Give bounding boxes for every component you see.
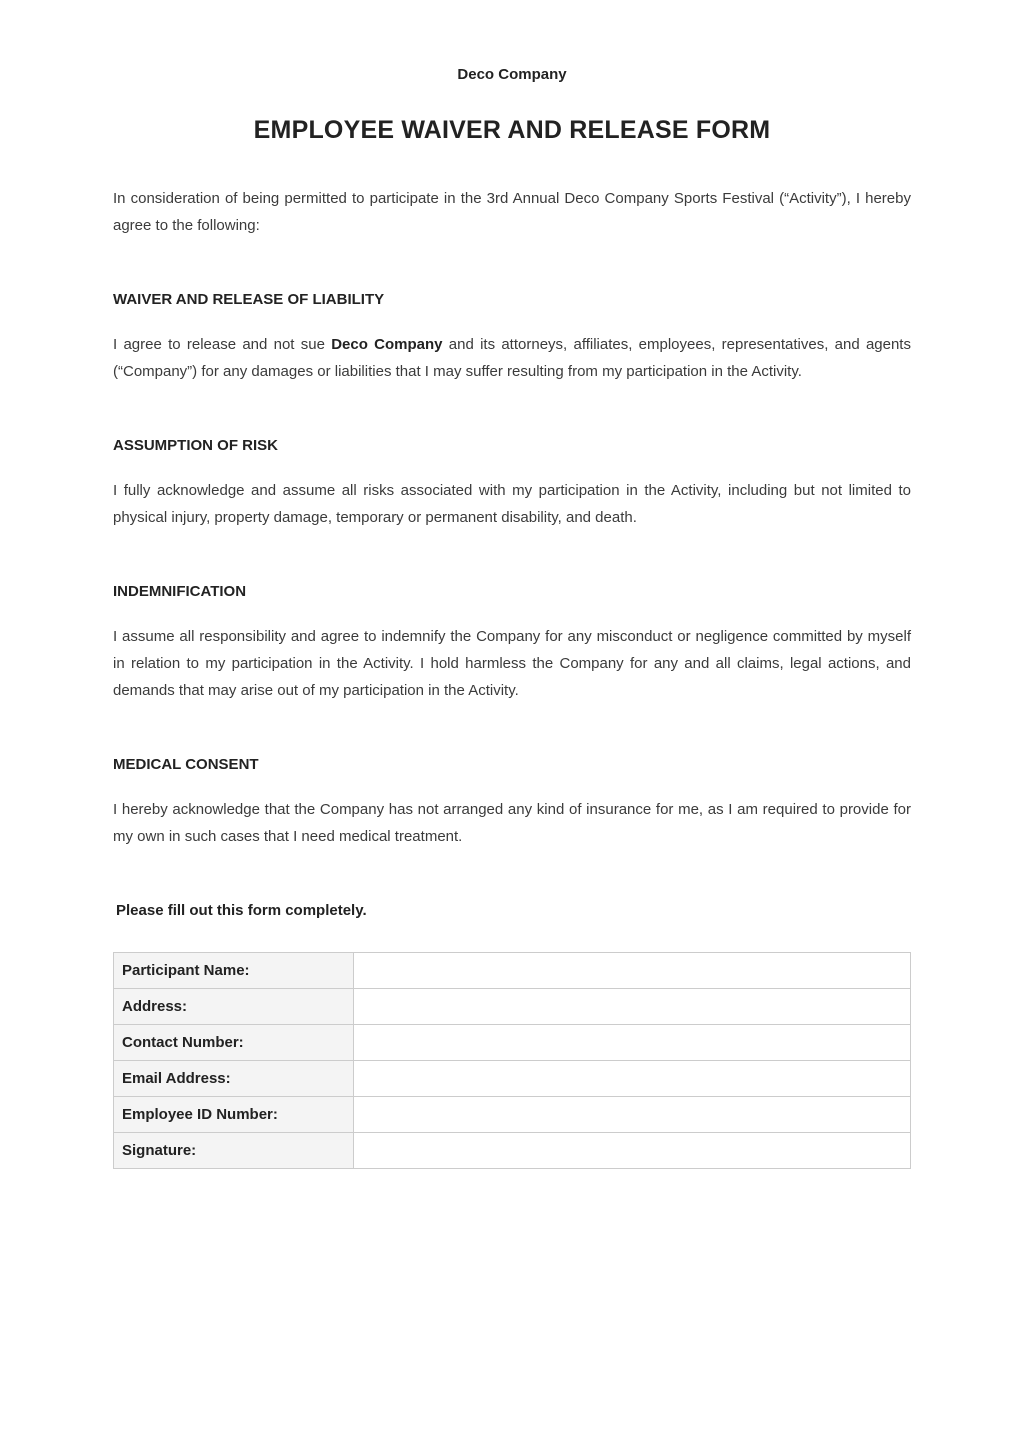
section-body-assumption-of-risk: I fully acknowledge and assume all risks associated with my participation in the Activity, including but not limited to physical injury, property damage, temporary or permanent disability, and death. — [113, 482, 911, 526]
table-row — [114, 1133, 911, 1169]
signature-label: Signature: — [114, 1133, 354, 1169]
section-heading-medical-consent: MEDICAL CONSENT — [113, 756, 259, 773]
waiver-text-rest: and its attorneys, affiliates, employees, representatives, and agents (“Company”) for any damages or liabilities that I may suffer resulting from my participation in the Activity. — [113, 336, 911, 380]
table-row — [114, 1061, 911, 1097]
email-address-label: Email Address: — [114, 1061, 354, 1097]
table-row — [114, 1097, 911, 1133]
address-field[interactable] — [354, 989, 911, 1025]
intro-paragraph: In consideration of being permitted to participate in the 3rd Annual Deco Company Sports Festival (“Activity”), I hereby agree to the following: — [113, 190, 911, 234]
form-instruction: Please fill out this form completely. — [116, 902, 367, 919]
document-title: EMPLOYEE WAIVER AND RELEASE FORM — [253, 116, 771, 144]
section-heading-waiver-and-release: WAIVER AND RELEASE OF LIABILITY — [113, 291, 385, 308]
section-heading-assumption-of-risk: ASSUMPTION OF RISK — [113, 437, 279, 454]
waiver-text-lead: I agree to release and not sue — [113, 336, 332, 353]
signature-field[interactable] — [354, 1133, 911, 1169]
participant-name-field[interactable] — [354, 953, 911, 989]
section-body-waiver-and-release — [113, 331, 911, 385]
contact-number-label: Contact Number: — [114, 1025, 354, 1061]
section-heading-indemnification: INDEMNIFICATION — [113, 583, 247, 600]
employee-id-number-label: Employee ID Number: — [114, 1097, 354, 1133]
email-address-field[interactable] — [354, 1061, 911, 1097]
contact-number-field[interactable] — [354, 1025, 911, 1061]
company-name: Deco Company — [457, 66, 567, 83]
table-row — [114, 989, 911, 1025]
address-label: Address: — [114, 989, 354, 1025]
section-body-medical-consent: I hereby acknowledge that the Company has not arranged any kind of insurance for me, as I am required to provide for my own in such cases that I need medical treatment. — [113, 801, 911, 845]
participant-name-label: Participant Name: — [114, 953, 354, 989]
section-body-indemnification: I assume all responsibility and agree to indemnify the Company for any misconduct or negligence committed by myself in relation to my participation in the Activity. I hold harmless the Company for any and all claims, legal actions, and demands that may arise out of my participation in the Activity. — [113, 628, 911, 699]
waiver-company-bold: Deco Company — [331, 336, 443, 353]
participant-form-table — [113, 952, 911, 1169]
table-row — [114, 953, 911, 989]
employee-id-number-field[interactable] — [354, 1097, 911, 1133]
table-row — [114, 1025, 911, 1061]
